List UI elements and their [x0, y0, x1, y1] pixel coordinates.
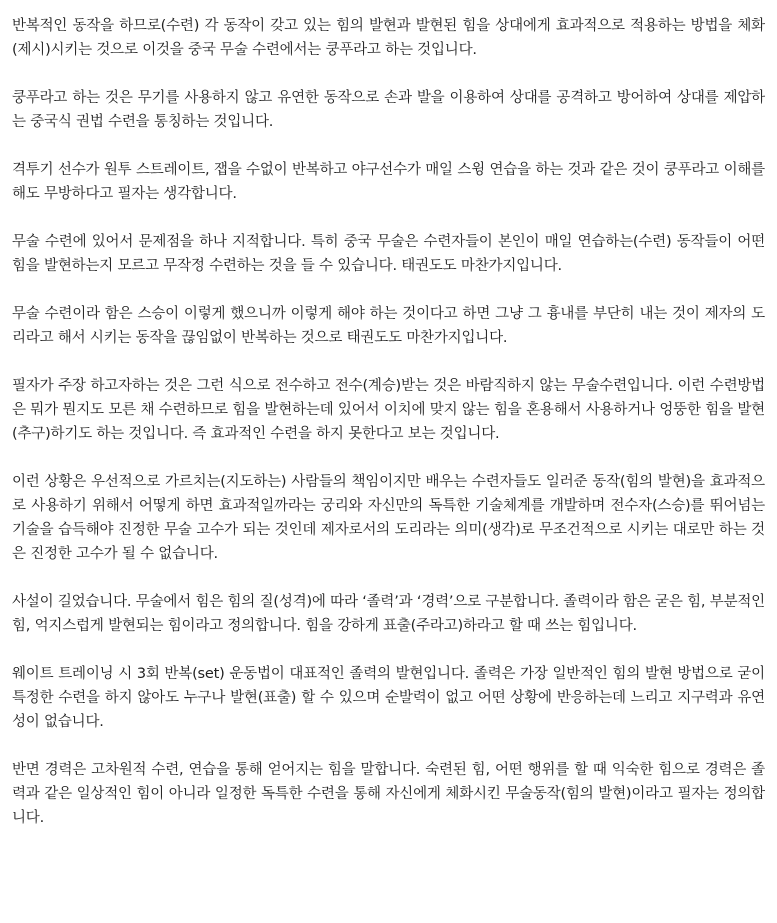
paragraph-7: 이런 상황은 우선적으로 가르치는(지도하는) 사람들의 책임이지만 배우는 수련자들도 일러준 동작(힘의 발현)을 효과적으로 사용하기 위해서 어떻게 하면 효과적일까라는 궁리와 자신만의 독특한 기술체계를 개발하며 전수자(스승)를 뛰어넘는 기술을 습득해야 진정한 무술 고수가 되는 것인데 제자로서의 도리라는 의미(생각)로 무조건적으로 시키는 대로만 하는 것은 진정한 고수가 될 수 없습니다.	[12, 474, 765, 562]
paragraph-1: 반복적인 동작을 하므로(수련) 각 동작이 갖고 있는 힘의 발현과 발현된 힘을 상대에게 효과적으로 적용하는 방법을 체화(제시)시키는 것으로 이것을 중국 무술 수련에서는 쿵푸라고 하는 것입니다.	[12, 18, 765, 58]
paragraph-4: 무술 수련에 있어서 문제점을 하나 지적합니다. 특히 중국 무술은 수련자들이 본인이 매일 연습하는(수련) 동작들이 어떤 힘을 발현하는지 모르고 무작정 수련하는 것을 들 수 있습니다. 태권도도 마찬가지입니다.	[12, 234, 765, 274]
paragraph-5: 무술 수련이라 함은 스승이 이렇게 했으니까 이렇게 해야 하는 것이다고 하면 그냥 그 흉내를 부단히 내는 것이 제자의 도리라고 해서 시키는 동작을 끊임없이 반복하는 것으로 태권도도 마찬가지입니다.	[12, 306, 765, 346]
paragraph-9: 웨이트 트레이닝 시 3회 반복(set) 운동법이 대표적인 졸력의 발현입니다. 졸력은 가장 일반적인 힘의 발현 방법으로 굳이 특정한 수련을 하지 않아도 누구나 발현(표출) 할 수 있으며 순발력이 없고 어떤 상황에 반응하는데 느리고 지구력과 유연성이 없습니다.	[12, 666, 765, 730]
paragraph-8: 사설이 길었습니다. 무술에서 힘은 힘의 질(성격)에 따라 ‘졸력’과 ‘경력’으로 구분합니다. 졸력이라 함은 굳은 힘, 부분적인 힘, 억지스럽게 발현되는 힘이라고 정의합니다. 힘을 강하게 표출(주라고)하라고 할 때 쓰는 힘입니다.	[12, 594, 765, 634]
paragraph-6: 필자가 주장 하고자하는 것은 그런 식으로 전수하고 전수(계승)받는 것은 바람직하지 않는 무술수련입니다. 이런 수련방법은 뭐가 뭔지도 모른 채 수련하므로 힘을 발현하는데 있어서 이치에 맞지 않는 힘을 혼용해서 사용하거나 엉뚱한 힘을 발현(추구)하기도 하는 것입니다. 즉 효과적인 수련을 하지 못한다고 보는 것입니다.	[12, 378, 765, 442]
paragraph-3: 격투기 선수가 원투 스트레이트, 잽을 수없이 반복하고 야구선수가 매일 스윙 연습을 하는 것과 같은 것이 쿵푸라고 이해를 해도 무방하다고 필자는 생각합니다.	[12, 162, 765, 202]
paragraph-10: 반면 경력은 고차원적 수련, 연습을 통해 얻어지는 힘을 말합니다. 숙련된 힘, 어떤 행위를 할 때 익숙한 힘으로 경력은 졸력과 같은 일상적인 힘이 아니라 일정한 독특한 수련을 통해 자신에게 체화시킨 무술동작(힘의 발현)이라고 필자는 정의합니다.	[12, 762, 765, 826]
paragraph-2: 쿵푸라고 하는 것은 무기를 사용하지 않고 유연한 동작으로 손과 발을 이용하여 상대를 공격하고 방어하여 상대를 제압하는 중국식 권법 수련을 통칭하는 것입니다.	[12, 90, 765, 130]
